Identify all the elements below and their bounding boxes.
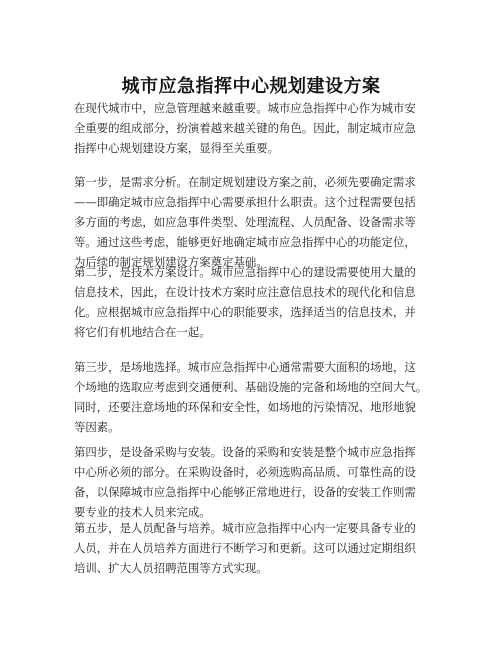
text-line: 全重要的组成部分，扮演着越来越关键的角色。因此，制定城市应急 xyxy=(74,121,416,135)
text-line: 同时，还要注意场地的环保和安全性，如场地的污染情况、地形地貌 xyxy=(74,400,416,414)
text-line: ——即确定城市应急指挥中心需要承担什么职责。这个过程需要包括 xyxy=(74,195,416,209)
text-line: 第五步，是人员配备与培养。城市应急指挥中心内一定要具备专业的 xyxy=(74,521,416,535)
paragraph-step-4 xyxy=(74,442,434,522)
text-line: 第一步，是需求分析。在制定规划建设方案之前，必须先要确定需求 xyxy=(74,175,416,189)
paragraph-intro xyxy=(74,98,434,158)
text-line: 要专业的技术人员来完成。 xyxy=(74,505,211,519)
text-line: 化。应根据城市应急指挥中心的职能要求，选择适当的信息技术，并 xyxy=(74,305,416,319)
text-line: 信息技术，因此，在设计技术方案时应注意信息技术的现代化和信息 xyxy=(74,285,416,299)
paragraph-step-3 xyxy=(74,357,434,437)
text-line: 第四步，是设备采购与安装。设备的采购和安装是整个城市应急指挥 xyxy=(74,445,416,459)
text-line: 为后续的制定规划建设方案奠定基础。 xyxy=(74,255,268,269)
text-line: 等。通过这些考虑，能够更好地确定城市应急指挥中心的功能定位， xyxy=(74,235,416,249)
text-line: 多方面的考虑，如应急事件类型、处理流程、人员配备、设备需求等 xyxy=(74,215,416,229)
text-line: 等因素。 xyxy=(74,420,120,434)
paragraph-step-1 xyxy=(74,172,434,272)
text-line: 中心所必须的部分。在采购设备时，必须选购高品质、可靠性高的设 xyxy=(74,465,416,479)
text-line: 培训、扩大人员招聘范围等方式实现。 xyxy=(74,561,268,575)
text-line: 指挥中心规划建设方案，显得至关重要。 xyxy=(74,141,280,155)
text-line: 第三步，是场地选择。城市应急指挥中心通常需要大面积的场地，这 xyxy=(74,360,416,374)
text-line: 在现代城市中，应急管理越来越重要。城市应急指挥中心作为城市安 xyxy=(74,101,416,115)
text-line: 人员，并在人员培养方面进行不断学习和更新。这可以通过定期组织 xyxy=(74,541,416,555)
text-line: 将它们有机地结合在一起。 xyxy=(74,325,211,339)
document-title: 城市应急指挥中心规划建设方案 xyxy=(121,76,381,97)
text-line: 第二步，是技术方案设计。城市应急指挥中心的建设需要使用大量的 xyxy=(74,265,416,279)
text-line: 个场地的选取应考虑到交通便利、基础设施的完备和场地的空间大气。 xyxy=(74,380,428,394)
paragraph-step-5 xyxy=(74,518,434,578)
text-line: 备，以保障城市应急指挥中心能够正常地进行，设备的安装工作则需 xyxy=(74,485,416,499)
paragraph-step-2 xyxy=(74,262,434,342)
